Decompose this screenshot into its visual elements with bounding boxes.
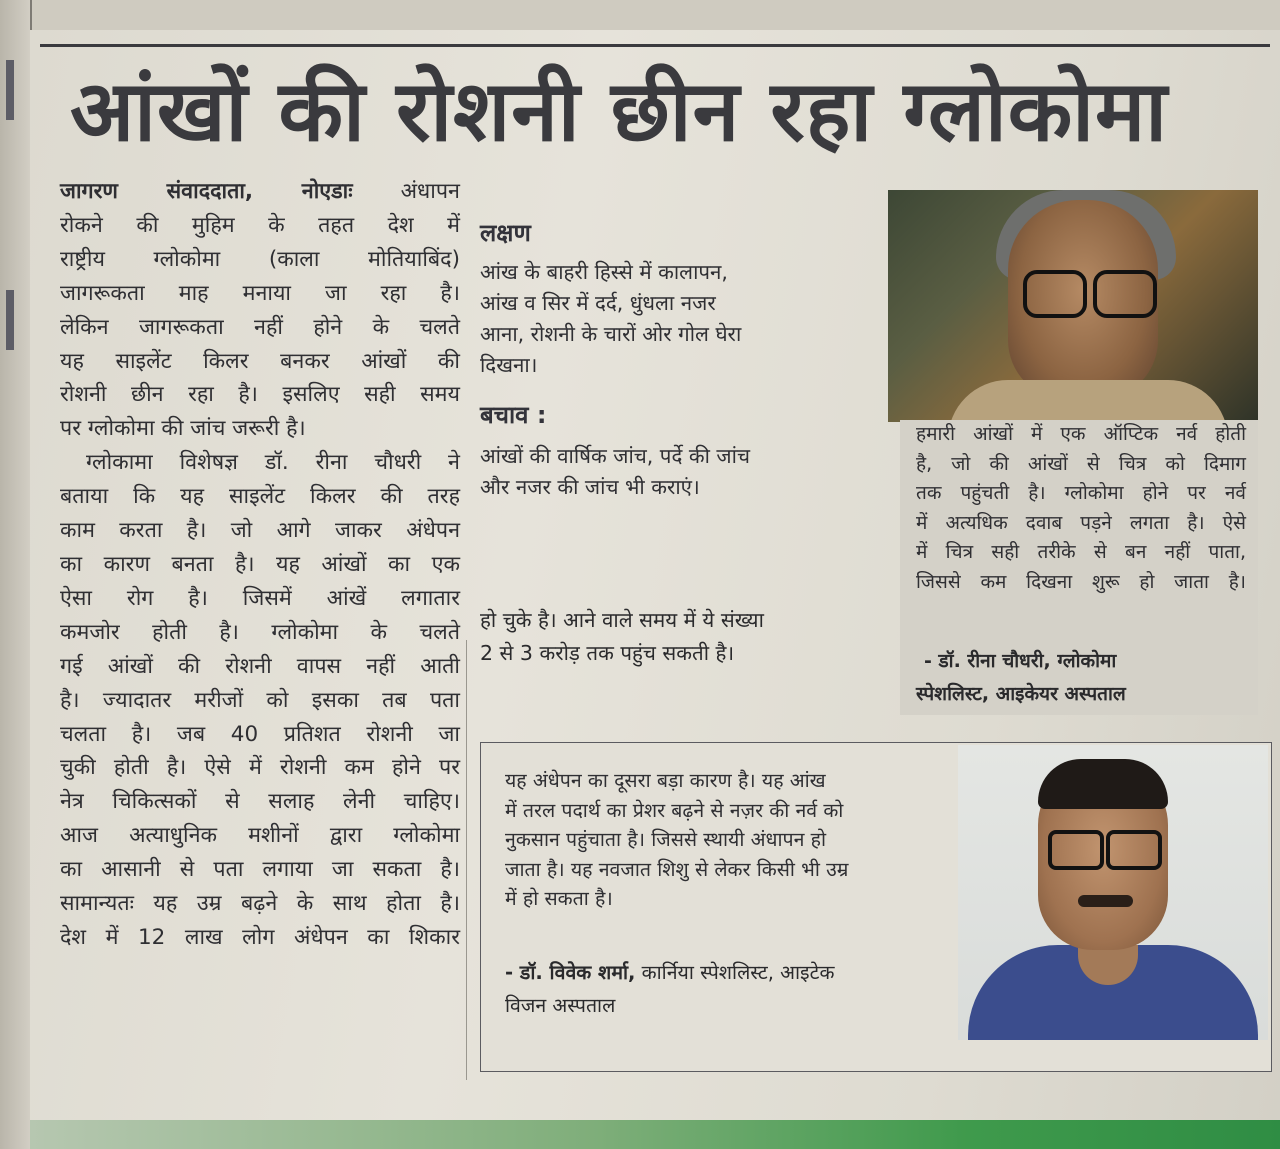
article-line: चुकी होती है। ऐसे में रोशनी कम होने पर [60, 755, 460, 781]
symptoms-line: आंख व सिर में दर्द, धुंधला नजर [480, 291, 716, 315]
quote-2-text [505, 766, 915, 914]
edge-mark [6, 60, 14, 120]
article-line: राष्ट्रीय ग्लोकोमा (काला मोतियाबिंद) [60, 246, 460, 272]
doctor-photo-1 [888, 190, 1258, 422]
quote-line: जाता है। यह नवजात शिशु से लेकर किसी भी उम्र [505, 857, 849, 881]
headline: आंखों की रोशनी छीन रहा ग्लोकोमा [70, 62, 1168, 160]
bottom-color-strip [30, 1120, 1280, 1149]
attribution-line [505, 956, 935, 989]
article-line: गई आंखों की रोशनी वापस नहीं आती [60, 653, 460, 679]
prevention-line: और नजर की जांच भी कराएं। [480, 475, 700, 499]
symptoms-heading: लक्षण [480, 219, 531, 247]
article-text: अंधापन [400, 179, 460, 204]
prevention-heading: बचाव : [480, 401, 547, 429]
quote-1-attribution [916, 645, 1246, 711]
column-divider [466, 640, 467, 1080]
article-line: आज अत्याधुनिक मशीनों द्वारा ग्लोकोमा [60, 823, 460, 849]
attribution-line: - डॉ. रीना चौधरी, ग्लोकोमा [924, 650, 1117, 672]
middle-column [480, 215, 880, 503]
article-line: सामान्यतः यह उम्र बढ़ने के साथ होता है। [60, 891, 460, 917]
quote-line: यह अंधेपन का दूसरा बड़ा कारण है। यह आंख [505, 769, 826, 792]
quote-line: जिससे कम दिखना शुरू हो जाता है। [916, 570, 1246, 593]
byline: जागरण संवाददाता, नोएडाः [60, 179, 353, 204]
glasses-right [1093, 270, 1157, 318]
article-line: नेत्र चिकित्सकों से सलाह लेनी चाहिए। [60, 789, 460, 815]
edge-mark [6, 290, 14, 350]
symptoms-line: आंख के बाहरी हिस्से में कालापन, [480, 260, 728, 284]
glasses-left [1048, 830, 1104, 870]
attribution-line: विजन अस्पताल [505, 994, 616, 1017]
attribution-line: स्पेशलिस्ट, आइकेयर अस्पताल [916, 683, 1126, 705]
quote-line: में चित्र सही तरीके से बन नहीं पाता, [916, 541, 1246, 563]
quote-line: में तरल पदार्थ का प्रेशर बढ़ने से नज़र की नर्व को [505, 798, 844, 822]
quote-1-text [916, 420, 1246, 597]
quote-line: में हो सकता है। [505, 887, 613, 910]
article-line: चलता है। जब 40 प्रतिशत रोशनी जा [60, 721, 460, 747]
article-line: देश में 12 लाख लोग अंधेपन का शिकार [60, 924, 460, 950]
quote-line: है, जो की आंखों से चित्र को दिमाग [916, 452, 1246, 475]
article-line: काम करता है। जो आगे जाकर अंधेपन [60, 518, 460, 544]
symptoms-line: आना, रोशनी के चारों ओर गोल घेरा [480, 322, 742, 346]
quote-line: हमारी आंखों में एक ऑप्टिक नर्व होती [916, 423, 1246, 445]
article-line: का कारण बनता है। यह आंखों का एक [60, 551, 460, 577]
article-line: कमजोर होती है। ग्लोकोमा के चलते [60, 619, 460, 645]
prevention-line: आंखों की वार्षिक जांच, पर्दे की जांच [480, 444, 750, 468]
article-line: रोकने की मुहिम के तहत देश में [60, 212, 460, 238]
mustache [1078, 895, 1133, 907]
quote-2-attribution [505, 956, 935, 1022]
quote-line: तक पहुंचती है। ग्लोकोमा होने पर नर्व [916, 482, 1246, 504]
shoulders [948, 380, 1228, 422]
article-line: ग्लोकामा विशेषज्ञ डॉ. रीना चौधरी ने [86, 450, 460, 476]
article-line: है। ज्यादातर मरीजों को इसका तब पता [60, 687, 460, 713]
top-rule [40, 44, 1270, 47]
article-line: बताया कि यह साइलेंट किलर की तरह [60, 484, 460, 510]
article-line: पर ग्लोकोमा की जांच जरूरी है। [60, 416, 306, 442]
article-line: का आसानी से पता लगाया जा सकता है। [60, 857, 460, 883]
article-line: 2 से 3 करोड़ तक पहुंच सकती है। [480, 641, 735, 665]
doctor-photo-2 [958, 745, 1268, 1040]
article-line: जागरूकता माह मनाया जा रहा है। [60, 280, 460, 306]
article-line: लेकिन जागरूकता नहीं होने के चलते [60, 314, 460, 340]
glasses-left [1023, 270, 1087, 318]
page-left-edge [0, 0, 32, 1149]
article-line: ऐसा रोग है। जिसमें आंखें लगातार [60, 585, 460, 611]
quote-line: में अत्यधिक दवाब पड़ने लगता है। ऐसे [916, 511, 1246, 534]
hair [1038, 759, 1168, 809]
glasses-right [1106, 830, 1162, 870]
article-line: हो चुके है। आने वाले समय में ये संख्या [480, 608, 764, 632]
quote-line: नुकसान पहुंचाता है। जिससे स्थायी अंधापन हो [505, 828, 827, 851]
attribution-name: - डॉ. विवेक शर्मा, [505, 961, 636, 984]
article-line: यह साइलेंट किलर बनकर आंखों की [60, 348, 460, 374]
symptoms-line: दिखना। [480, 353, 538, 377]
attribution-title: कार्निया स्पेशलिस्ट, आइटेक [641, 961, 835, 984]
article-line-1 [60, 175, 460, 209]
article-line: रोशनी छीन रहा है। इसलिए सही समय [60, 382, 460, 408]
left-column [60, 175, 460, 955]
middle-column-continued [480, 604, 880, 670]
